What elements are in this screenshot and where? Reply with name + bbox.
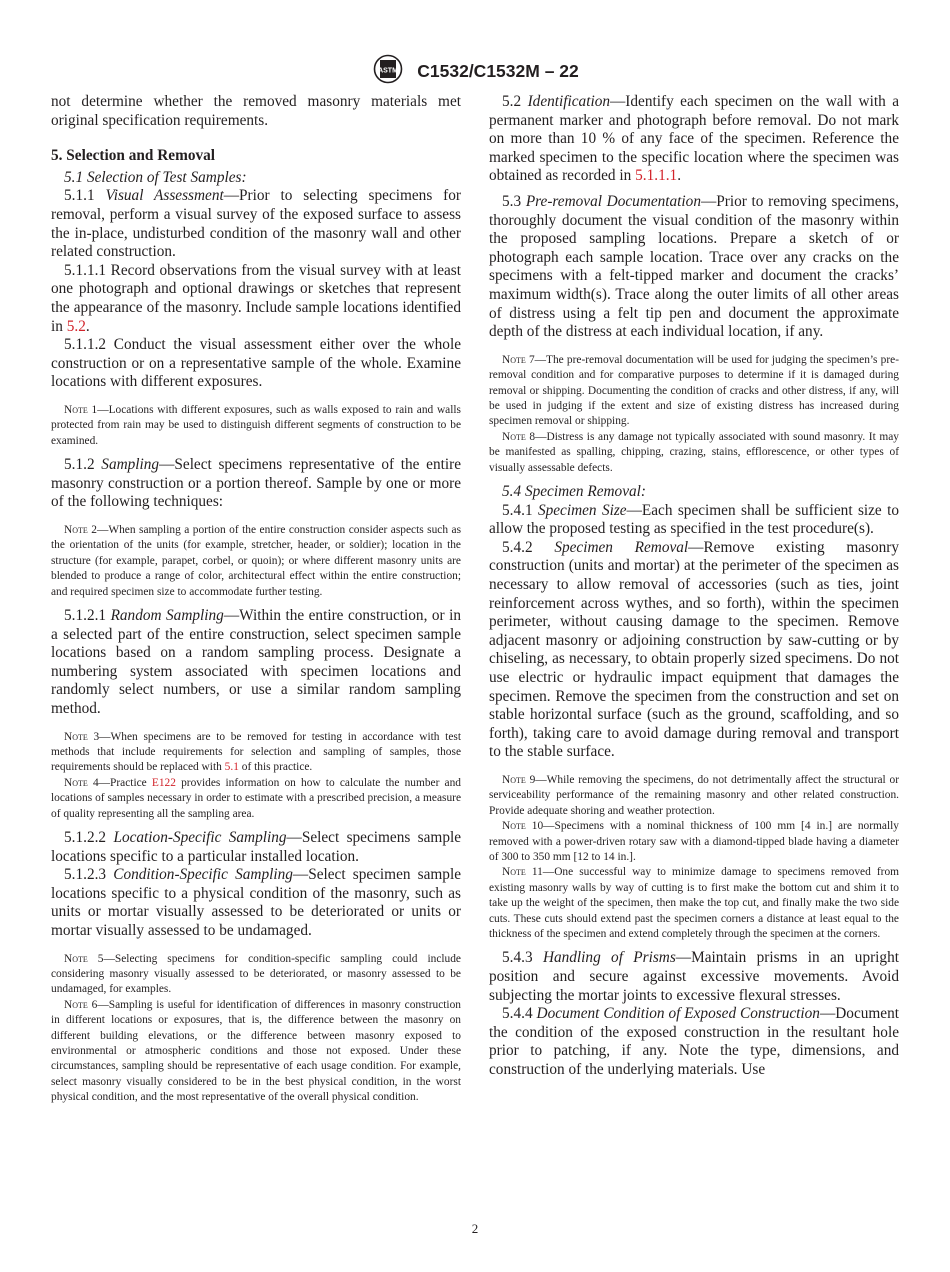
ref-link[interactable]: 5.2 — [66, 317, 86, 335]
clause-5-1-1-1: 5.1.1.1 Record observations from the visual survey with at least one photograph and optional drawings or sketches that represent the appearance of the masonry. Include sample locations identified in 5.2. — [51, 261, 461, 335]
clause-5-3: 5.3 Pre-removal Documentation—Prior to removing specimens, thoroughly document the visual condition of the masonry within the proposed sampling locations. Prepare a sketch of or photograph each sample location. Trace over any cracks on the specimens with a felt-tipped marker and document the cracks’ maximum width(s). Trace along the outer limits of all other areas of distress using a felt tip pen and document the approximate depth of the distress at each individual location, if any. — [489, 192, 899, 341]
ref-link[interactable]: 5.1.1.1 — [635, 167, 678, 185]
clause-5-1: 5.1 Selection of Test Samples: — [64, 168, 247, 186]
ref-link[interactable]: E122 — [151, 776, 176, 789]
clause-5-4-4: 5.4.4 Document Condition of Exposed Construction—Document the condition of the exposed construction in the resultant hole prior to patching, if any. Note the type, dimensions, and construction of the underlying materials. Use — [489, 1005, 899, 1078]
clause-5-4: 5.4 Specimen Removal: — [502, 482, 646, 500]
note-2: Note 2—When sampling a portion of the entire construction consider aspects such as the orientation of the units (for example, stretcher, header, or soldier); location in the structure (for example, parapet, corbel, or quoin); or where different masonry units are blended to produce a range of color, architectural effect within the entire construction; and required specimen size to accommodate further testing. — [51, 523, 461, 598]
clause-5-2: 5.2 Identification—Identify each specimen on the wall with a permanent marker and photograph before removal. Do not mark on more than 10 % of any face of the specimen. Reference the marked specimen to the specific location where the specimen was obtained as recorded in 5.1.1.1. — [489, 93, 899, 185]
page-number: 2 — [471, 1221, 479, 1236]
section-heading: 5. Selection and Removal — [51, 147, 216, 165]
note-6: Note 6—Sampling is useful for identification of differences in masonry construction in different locations or exposures, that is, the difference between the masonry on different building elevations, or the difference between masonry exposed to environmental or atmospheric conditions and those not exposed. Under these circumstances, sampling should be representative of each usage condition. For example, select masonry visually considered to be in the best physical condition, in the worst physical condition, and the most representative of the overall physical condition. — [51, 998, 461, 1104]
clause-5-4-3: 5.4.3 Handling of Prisms—Maintain prisms in an upright position and secure against excessive movements. Avoid subjecting the mortar joints to excessive flexural stresses. — [489, 949, 899, 1004]
right-column — [489, 93, 899, 1080]
note-11: Note 11—One successful way to minimize damage to specimens removed from existing masonry walls by way of cutting is to first make the bottom cut and shim it to take up the weight of the specimen, then make the top cut, and finally make the two side cuts. These cuts should extend past the specimen corners a distance at least equal to the thickness of the specimen and extend completely through the specimen at the corners. — [489, 866, 899, 940]
clause-5-1-2: 5.1.2 Sampling—Select specimens representative of the entire masonry construction or a portion thereof. Sample by one or more of the following techniques: — [51, 456, 461, 511]
left-column — [51, 93, 461, 1106]
clause-5-1-2-1: 5.1.2.1 Random Sampling—Within the entire construction, or in a selected part of the entire construction, select specimen sample locations based on a random sampling process. Designate a numbering system associated with specimen locations and randomly select numbers, or use a similar random sampling method. — [51, 606, 461, 717]
document-code: C1532/C1532M – 22 — [417, 61, 579, 81]
note-8: Note 8—Distress is any damage not typically associated with sound masonry. It may be manifested as spalling, chipping, crazing, stains, efflorescence, or other types of visually assessable defects. — [489, 430, 899, 474]
page-header — [0, 54, 950, 89]
astm-logo — [371, 54, 405, 89]
note-10: Note 10—Specimens with a nominal thickness of 100 mm [4 in.] are normally removed with a power-driven rotary saw with a diamond-tipped blade having a diameter of 300 to 350 mm [12 to 14 in.]. — [489, 820, 899, 863]
svg-text:ASTM: ASTM — [378, 67, 399, 75]
intro-paragraph: not determine whether the removed masonry materials met original specification requirements. — [51, 93, 461, 129]
clause-5-4-2: 5.4.2 Specimen Removal—Remove existing masonry construction (units and mortar) at the perimeter of the specimen as necessary to allow removal of accessories (such as ties, joint reinforcement across wythes, and so forth), within the specimen perimeter, without causing damage to the specimen. Remove adjacent masonry or adjoining construction by saw-cutting or by chiseling, as necessary, to obtain properly sized specimens. Do not use electric or hydraulic impact equipment that damages the specimen. Remove the specimen from the construction and set on stable horizontal surface (such as the ground, scaffolding, and so forth), taking care to avoid damage during removal and transport to the stable surface. — [489, 538, 900, 761]
note-5: Note 5—Selecting specimens for condition-specific sampling could include considering masonry visually assessed to be deteriorated, or masonry assessed to be undamaged, for examples. — [51, 952, 461, 996]
ref-link[interactable]: 5.1 — [224, 761, 239, 774]
clause-5-1-2-2: 5.1.2.2 Location-Specific Sampling—Select specimens sample locations specific to a particular installed location. — [51, 828, 462, 865]
note-9: Note 9—While removing the specimens, do not detrimentally affect the structural or serviceability performance of the remaining masonry and other related construction. Provide adequate shoring and weather protection. — [489, 773, 899, 817]
note-7: Note 7—The pre-removal documentation will be used for judging the specimen’s pre-removal condition and for comparative purposes to determine if it is damaged during removal or shipping. Documenting the condition of cracks and other distress, if any, will be used in judging if the extent and size of existing distress has increased during specimen removal or shipping. — [489, 353, 899, 428]
clause-5-1-1: 5.1.1 Visual Assessment—Prior to selecting specimens for removal, perform a visual survey of the exposed surface to assess the in-place, undisturbed condition of the masonry wall and other related construction. — [51, 187, 461, 261]
clause-5-4-1: 5.4.1 Specimen Size—Each specimen shall be sufficient size to allow the proposed testing as specified in the test procedure(s). — [489, 501, 899, 538]
note-1: Note 1—Locations with different exposures, such as walls exposed to rain and walls protected from rain may be used to distinguish different segments of construction to be examined. — [51, 403, 461, 447]
note-4: Note 4—Practice E122 provides information on how to calculate the number and locations of samples necessary in order to estimate with a prescribed precision, a measure of quality representing all the sampling area. — [51, 776, 461, 820]
note-3: Note 3—When specimens are to be removed for testing in accordance with test methods that include requirements for selection and sampling of samples, those requirements should be replaced with 5.1 of this practice. — [51, 730, 461, 774]
clause-5-1-1-2: 5.1.1.2 Conduct the visual assessment either over the whole construction or on a representative sample of the whole. Examine locations with different exposures. — [51, 336, 461, 391]
clause-5-1-2-3: 5.1.2.3 Condition-Specific Sampling—Select specimen sample locations specific to a physical condition of the masonry, such as units or mortar visually assessed to be deteriorated or units or mortar visually assessed to be undamaged. — [51, 866, 461, 939]
